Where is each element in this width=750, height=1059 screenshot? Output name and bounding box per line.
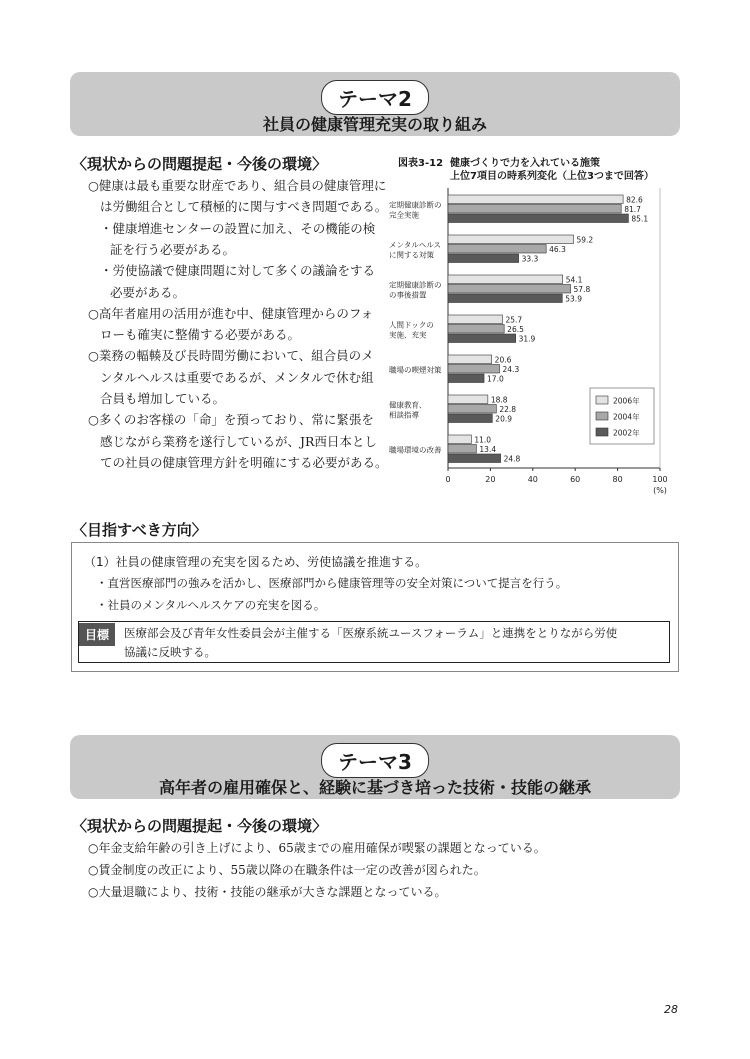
target-line: 協議に反映する。 bbox=[124, 645, 216, 659]
chart-bar bbox=[448, 395, 488, 404]
chart-bar bbox=[448, 445, 476, 454]
chart-bar bbox=[448, 205, 621, 214]
theme3-subtitle: 高年者の雇用確保と、経験に基づき培った技術・技能の継承 bbox=[158, 778, 591, 797]
chart-value-label: 17.0 bbox=[487, 374, 504, 384]
chart-value-label: 11.0 bbox=[474, 435, 492, 445]
chart-category-label: 人間ドックの bbox=[389, 320, 434, 330]
chart-category-label: 定期健康診断の bbox=[389, 200, 442, 210]
chart-bar bbox=[448, 214, 628, 223]
theme2-current-line: ○健康は最も重要な財産であり、組合員の健康管理に bbox=[88, 178, 387, 193]
chart-x-tick-label: 80 bbox=[612, 475, 623, 484]
chart-bar bbox=[448, 245, 546, 254]
theme2-current-line: ○多くのお客様の「命」を預っており、常に緊張を bbox=[88, 412, 374, 428]
chart-category-label: 健康教育、 bbox=[389, 400, 427, 410]
chart-bar bbox=[448, 334, 516, 343]
chart-category-label: 相談指導 bbox=[389, 410, 419, 420]
chart-x-tick-label: 100 bbox=[652, 475, 668, 484]
theme3-current-line: ○年金支給年齢の引き上げにより、65歳までの雇用確保が喫緊の課題となっている。 bbox=[88, 841, 546, 855]
chart-value-label: 20.9 bbox=[495, 414, 513, 424]
chart-bar bbox=[448, 435, 471, 444]
theme3-current-line: ○賃金制度の改正により、55歳以降の在職条件は一定の改善が図られた。 bbox=[88, 863, 486, 877]
chart-bar bbox=[448, 254, 519, 263]
theme2-current-line: ○業務の輻輳及び長時間労働において、組合員のメ bbox=[88, 348, 374, 364]
theme2-current-line: ての社員の健康管理方針を明確にする必要がある。 bbox=[100, 454, 388, 470]
target-label: 目標 bbox=[79, 623, 115, 646]
chart-x-tick-label: 20 bbox=[485, 475, 496, 484]
chart-bar bbox=[448, 414, 492, 423]
theme2-current-heading: 〈現状からの問題提起・今後の環境〉 bbox=[72, 155, 328, 173]
theme2-current-line: 証を行う必要がある。 bbox=[110, 241, 236, 257]
theme2-current-line: ・労使協議で健康問題に対して多くの議論をする bbox=[100, 263, 376, 279]
chart-category-label: 職場の喫煙対策 bbox=[389, 365, 442, 375]
direction-item: ・直営医療部門の強みを活かし、医療部門から健康管理等の安全対策について提言を行う。 bbox=[96, 576, 568, 590]
chart-value-label: 46.3 bbox=[549, 244, 566, 254]
chart-bar bbox=[448, 195, 623, 204]
chart-bar bbox=[448, 275, 563, 284]
chart-x-tick-label: 0 bbox=[445, 475, 451, 484]
chart-legend-label: 2004年 bbox=[613, 412, 640, 422]
chart-bar bbox=[448, 294, 562, 303]
chart-bar bbox=[448, 285, 571, 294]
chart-value-label: 13.4 bbox=[479, 444, 497, 454]
theme2-header bbox=[70, 72, 680, 136]
chart-value-label: 25.7 bbox=[505, 315, 523, 325]
chart-value-label: 59.2 bbox=[576, 235, 594, 245]
chart-bar bbox=[448, 315, 502, 324]
target-line: 医療部会及び青年女性委員会が主催する「医療系統ユースフォーラム」と連携をとりながら労使 bbox=[124, 626, 618, 640]
theme2-current-line: は労働組合として積極的に関与すべき問題である。 bbox=[100, 199, 388, 215]
chart-bar bbox=[448, 405, 496, 414]
chart-title-line2: 上位7項目の時系列変化（上位3つまで回答） bbox=[450, 171, 654, 182]
chart-category-label: 完全実施 bbox=[389, 210, 419, 220]
chart-x-unit: (%) bbox=[653, 486, 667, 495]
chart-value-label: 53.9 bbox=[565, 294, 582, 304]
direction-main: （1）社員の健康管理の充実を図るため、労使協議を推進する。 bbox=[84, 555, 428, 569]
chart-category-label: 定期健康診断の bbox=[389, 280, 442, 290]
chart-value-label: 18.8 bbox=[490, 395, 508, 405]
chart-legend-swatch bbox=[596, 412, 608, 420]
chart-value-label: 85.1 bbox=[631, 214, 649, 224]
theme2-current-line: 合員も増加している。 bbox=[100, 391, 226, 406]
chart-bar bbox=[448, 374, 484, 383]
chart-value-label: 54.1 bbox=[565, 275, 583, 285]
chart-bar bbox=[448, 454, 501, 463]
chart-category-label: メンタルヘルス bbox=[389, 240, 441, 250]
chart-legend-swatch bbox=[596, 428, 608, 436]
chart-value-label: 26.5 bbox=[507, 324, 524, 334]
chart-value-label: 24.3 bbox=[502, 364, 520, 374]
theme3-header bbox=[70, 735, 680, 799]
theme2-current-line: ンタルヘルスは重要であるが、メンタルで休む組 bbox=[100, 369, 374, 385]
chart-value-label: 57.8 bbox=[573, 284, 591, 294]
chart-category-label: 実施、充実 bbox=[389, 330, 427, 340]
chart-bar bbox=[448, 365, 500, 374]
chart-value-label: 81.7 bbox=[624, 204, 641, 214]
chart-value-label: 24.8 bbox=[503, 454, 521, 464]
chart-category-label: 職場環境の改善 bbox=[389, 445, 442, 455]
theme2-current-line: 必要がある。 bbox=[110, 284, 186, 300]
theme2-title: テーマ2 bbox=[321, 80, 429, 115]
direction-item: ・社員のメンタルヘルスケアの充実を図る。 bbox=[96, 598, 326, 612]
chart-title-line1: 健康づくりで力を入れている施策 bbox=[450, 158, 600, 169]
chart-value-label: 20.6 bbox=[494, 355, 512, 365]
chart-bar bbox=[448, 355, 492, 364]
chart-value-label: 33.3 bbox=[521, 254, 539, 264]
chart-x-tick-label: 60 bbox=[570, 475, 581, 484]
theme3-current-line: ○大量退職により、技術・技能の継承が大きな課題となっている。 bbox=[88, 885, 447, 899]
theme3-title: テーマ3 bbox=[321, 743, 429, 778]
health-measures-bar-chart bbox=[380, 182, 680, 502]
chart-legend-label: 2006年 bbox=[613, 396, 640, 406]
theme2-current-line: ・健康増進センターの設置に加え、その機能の検 bbox=[100, 220, 376, 236]
theme2-subtitle: 社員の健康管理充実の取り組み bbox=[262, 115, 487, 134]
chart-category-label: の事後措置 bbox=[389, 290, 427, 300]
chart-bar bbox=[448, 325, 504, 334]
chart-category-label: に関する対策 bbox=[389, 250, 434, 260]
chart-value-label: 22.8 bbox=[499, 404, 517, 414]
page-number: 28 bbox=[664, 1003, 678, 1016]
direction-box bbox=[71, 542, 679, 672]
theme2-direction-heading: 〈目指すべき方向〉 bbox=[72, 521, 207, 539]
theme3-current-heading: 〈現状からの問題提起・今後の環境〉 bbox=[72, 817, 328, 835]
theme2-current-line: ローも確実に整備する必要がある。 bbox=[100, 327, 301, 343]
chart-legend-swatch bbox=[596, 396, 608, 404]
chart-value-label: 82.6 bbox=[626, 195, 643, 205]
chart-figure-label: 図表3-12 bbox=[398, 158, 444, 169]
chart-value-label: 31.9 bbox=[518, 334, 536, 344]
theme2-current-line: ○高年者雇用の活用が進む中、健康管理からのフォ bbox=[88, 305, 374, 321]
chart-x-tick-label: 40 bbox=[527, 475, 538, 484]
chart-legend-label: 2002年 bbox=[613, 428, 640, 438]
chart-bar bbox=[448, 235, 574, 244]
theme2-current-line: 感じながら業務を遂行しているが、JR西日本とし bbox=[100, 433, 377, 449]
